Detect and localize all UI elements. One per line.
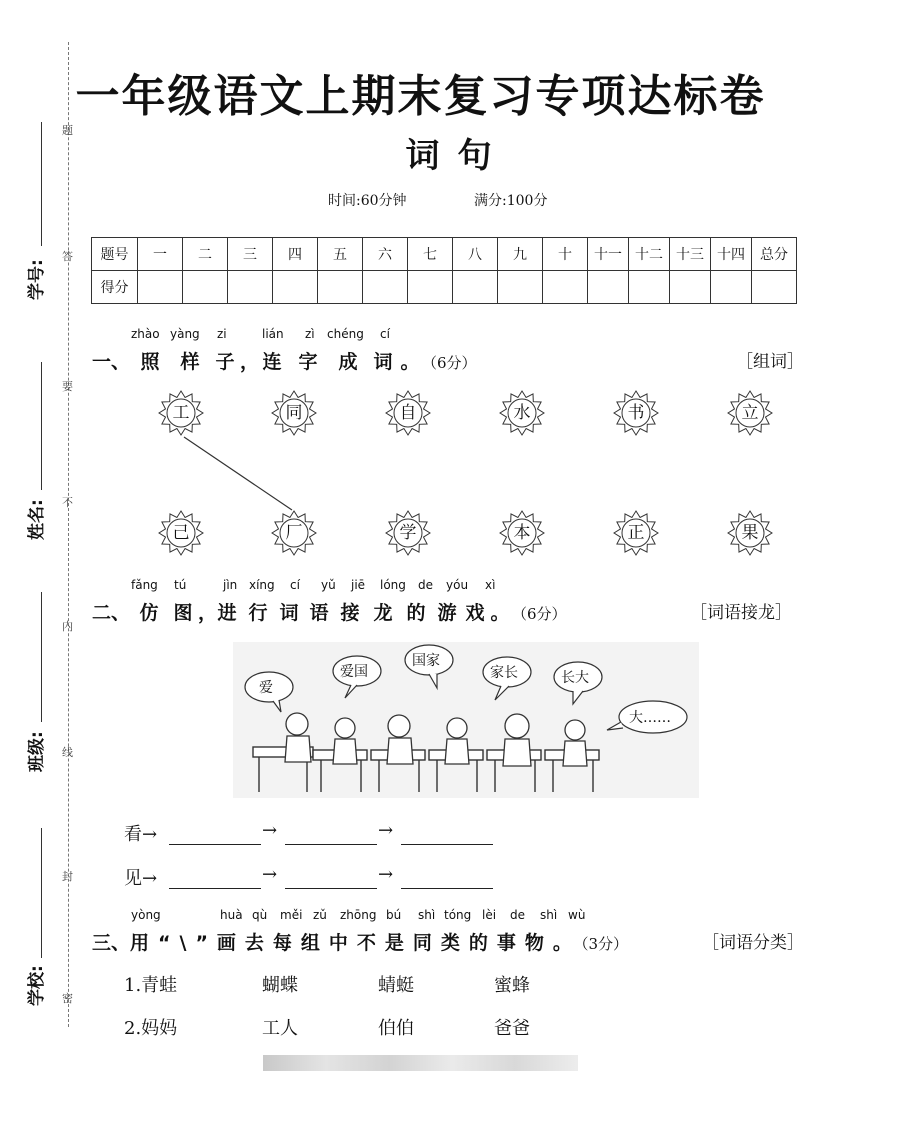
q3-row1-item[interactable]: 蝴蝶 xyxy=(262,975,298,996)
q1-char: 样 xyxy=(180,351,200,373)
q3-pinyin-13: wù xyxy=(568,908,586,922)
score-col-11: 十一 xyxy=(588,238,629,271)
q2-pinyin-4: xíng xyxy=(249,578,275,592)
name-label: 姓名: xyxy=(27,499,47,540)
char-badge[interactable] xyxy=(385,510,431,556)
q1-char: 字 xyxy=(298,351,318,373)
q2-char: 语 xyxy=(309,602,329,624)
q1-char: 照 xyxy=(140,351,160,373)
char-badge-label: 同 xyxy=(285,403,303,423)
q3-row2-clipped xyxy=(80,1014,820,1039)
q3-row2-item[interactable]: 爸爸 xyxy=(494,1018,530,1039)
score-col-7: 七 xyxy=(408,238,453,271)
word-chain-illustration xyxy=(233,642,699,798)
q1-pinyin-1: zhào xyxy=(131,327,160,341)
score-col-4: 四 xyxy=(273,238,318,271)
seal-char-1: 题 xyxy=(62,124,73,137)
q2-char: 仿 xyxy=(139,602,159,624)
score-col-2: 二 xyxy=(183,238,228,271)
bubble-text: 爱 xyxy=(259,680,273,696)
q1-pinyin-7: cí xyxy=(380,327,390,341)
char-badge-label: 厂 xyxy=(285,523,303,543)
q1-char: 连 xyxy=(262,351,282,373)
q2-pinyin-5: cí xyxy=(290,578,300,592)
q1-score: （6分） xyxy=(422,354,477,372)
q3-tag: ［词语分类］ xyxy=(702,933,804,953)
score-col-12: 十二 xyxy=(629,238,670,271)
chain-arrow: → xyxy=(378,864,394,885)
q3-pinyin-1: yòng xyxy=(131,908,161,922)
score-row-label: 得分 xyxy=(92,271,138,304)
q3-pinyin-2: huà xyxy=(220,908,243,922)
q3-pinyin-3: qù xyxy=(252,908,268,922)
page-subtitle: 词句 xyxy=(405,136,510,176)
q2-pinyin-11: xì xyxy=(485,578,496,592)
q3-pinyin-12: shì xyxy=(540,908,558,922)
bubble-text: 国家 xyxy=(412,653,440,669)
q2-pinyin-7: jiē xyxy=(351,578,366,592)
q2-char: 游 xyxy=(437,602,457,624)
q2-char: 戏 xyxy=(465,602,485,624)
q1-char: ， xyxy=(240,351,260,373)
q1-char: 。 xyxy=(400,351,420,373)
q2-pinyin-8: lóng xyxy=(380,578,406,592)
q2-pinyin-2: tú xyxy=(174,578,187,592)
q3-pinyin-10: lèi xyxy=(482,908,497,922)
q2-pinyin-1: fǎng xyxy=(131,578,158,592)
q1-pinyin-3: zi xyxy=(217,327,227,341)
q3-text: 用“\”画去每组中不是同类的事物。 xyxy=(130,932,581,954)
q3-row2-item[interactable]: 2.妈妈 xyxy=(124,1018,178,1039)
score-col-13: 十三 xyxy=(670,238,711,271)
q3-pinyin-7: bú xyxy=(386,908,402,922)
q2-tag: ［词语接龙］ xyxy=(690,603,792,623)
seal-char-6: 线 xyxy=(62,746,73,759)
char-badge-label: 本 xyxy=(513,523,531,543)
page-title: 一年级语文上期末复习专项达标卷 xyxy=(75,71,766,122)
q3-pinyin-9: tóng xyxy=(444,908,472,922)
seal-char-7: 封 xyxy=(62,870,73,883)
chain-blank[interactable] xyxy=(285,887,377,889)
char-badge-label: 学 xyxy=(399,523,417,543)
q2-pinyin-3: jìn xyxy=(223,578,238,592)
chain-arrow: → xyxy=(378,820,394,841)
chain-arrow: → xyxy=(262,820,278,841)
q3-pinyin-8: shì xyxy=(418,908,436,922)
q2-score: （6分） xyxy=(512,605,567,623)
seal-char-2: 答 xyxy=(62,250,73,263)
q1-pinyin-5: zì xyxy=(305,327,315,341)
q2-char: 行 xyxy=(248,602,268,624)
score-col-5: 五 xyxy=(318,238,363,271)
seal-char-5: 内 xyxy=(62,620,73,633)
class-label: 班级: xyxy=(27,731,47,772)
q1-pinyin-6: chéng xyxy=(327,327,364,341)
q3-row2-item[interactable]: 工人 xyxy=(262,1018,298,1039)
char-badge[interactable] xyxy=(613,390,659,436)
q1-number: 一、 xyxy=(92,351,131,373)
chain1-start: 看→ xyxy=(124,824,158,845)
char-badge[interactable] xyxy=(385,390,431,436)
bubble-text: 爱国 xyxy=(340,664,368,680)
q2-pinyin-6: yǔ xyxy=(321,578,336,592)
q3-number: 三、 xyxy=(92,932,131,954)
q3-row2-item[interactable]: 伯伯 xyxy=(378,1018,414,1039)
seal-char-8: 密 xyxy=(62,992,73,1005)
char-badge-label: 自 xyxy=(399,403,417,423)
chain-blank[interactable] xyxy=(401,887,493,889)
seal-char-3: 要 xyxy=(62,380,73,393)
score-col-14: 十四 xyxy=(711,238,752,271)
bubble-text: 长大 xyxy=(561,670,589,686)
q2-heading xyxy=(92,598,567,625)
bubble-text: 大…… xyxy=(629,710,671,726)
score-col-10: 十 xyxy=(543,238,588,271)
char-badge[interactable] xyxy=(727,390,773,436)
char-badge-label: 正 xyxy=(627,523,645,543)
q3-pinyin-5: zǔ xyxy=(313,908,327,922)
score-col-9: 九 xyxy=(498,238,543,271)
q2-char: 龙 xyxy=(373,602,393,624)
char-badge[interactable] xyxy=(613,510,659,556)
q2-char: ， xyxy=(198,602,218,624)
q3-pinyin-4: měi xyxy=(280,908,303,922)
time-info: 时间:60分钟 xyxy=(328,193,407,209)
score-col-6: 六 xyxy=(363,238,408,271)
char-badge-label: 果 xyxy=(741,523,759,543)
score-col-3: 三 xyxy=(228,238,273,271)
score-col-1: 一 xyxy=(138,238,183,271)
char-badge-label: 己 xyxy=(172,523,190,543)
char-badge[interactable] xyxy=(271,510,317,556)
q3-row1-item[interactable]: 蜜蜂 xyxy=(494,975,530,996)
q1-char: 成 xyxy=(338,351,358,373)
q2-char: 的 xyxy=(406,602,426,624)
char-badge-label: 书 xyxy=(627,403,645,423)
q1-pinyin-2: yàng xyxy=(170,327,200,341)
seal-char-4: 不 xyxy=(62,496,73,509)
chain2-start: 见→ xyxy=(124,868,158,889)
score-col-total: 总分 xyxy=(752,238,797,271)
q2-pinyin-10: yóu xyxy=(446,578,469,592)
q2-char: 进 xyxy=(217,602,237,624)
full-score-info: 满分:100分 xyxy=(474,193,548,209)
scan-watermark-bar xyxy=(263,1055,578,1071)
char-badge[interactable] xyxy=(727,510,773,556)
q3-row1-item[interactable]: 蜻蜓 xyxy=(378,975,414,996)
q1-pinyin-4: lián xyxy=(262,327,284,341)
char-badge[interactable] xyxy=(499,510,545,556)
q3-pinyin-11: de xyxy=(510,908,525,922)
q2-char: 词 xyxy=(279,602,299,624)
char-badge-label: 工 xyxy=(172,403,190,423)
q2-char: 接 xyxy=(340,602,360,624)
q2-pinyin-9: de xyxy=(418,578,433,592)
chain-blank[interactable] xyxy=(285,843,377,845)
char-badge[interactable] xyxy=(158,510,204,556)
char-badge-label: 水 xyxy=(513,403,531,423)
score-col-8: 八 xyxy=(453,238,498,271)
chain-arrow: → xyxy=(262,864,278,885)
q1-tag: ［组词］ xyxy=(736,352,804,372)
chain-blank[interactable] xyxy=(169,887,261,889)
q3-row1-item[interactable]: 1.青蛙 xyxy=(124,975,178,996)
q3-heading xyxy=(92,928,628,955)
q1-char: 词 xyxy=(373,351,393,373)
char-badge[interactable] xyxy=(271,390,317,436)
chain-blank[interactable] xyxy=(169,843,261,845)
char-badge[interactable] xyxy=(499,390,545,436)
char-badge[interactable] xyxy=(158,390,204,436)
bubble-text: 家长 xyxy=(490,665,518,681)
student-no-label: 学号: xyxy=(27,259,47,300)
school-label: 学校: xyxy=(27,965,47,1006)
q2-char: 图 xyxy=(173,602,193,624)
q3-pinyin-6: zhōng xyxy=(340,908,377,922)
chain-blank[interactable] xyxy=(401,843,493,845)
q2-char: 。 xyxy=(490,602,510,624)
q3-score: （3分） xyxy=(580,935,628,953)
q1-char: 子 xyxy=(215,351,235,373)
score-table-row-label: 题号 xyxy=(92,238,138,271)
q2-number: 二、 xyxy=(92,602,131,624)
char-badge-label: 立 xyxy=(741,403,759,423)
